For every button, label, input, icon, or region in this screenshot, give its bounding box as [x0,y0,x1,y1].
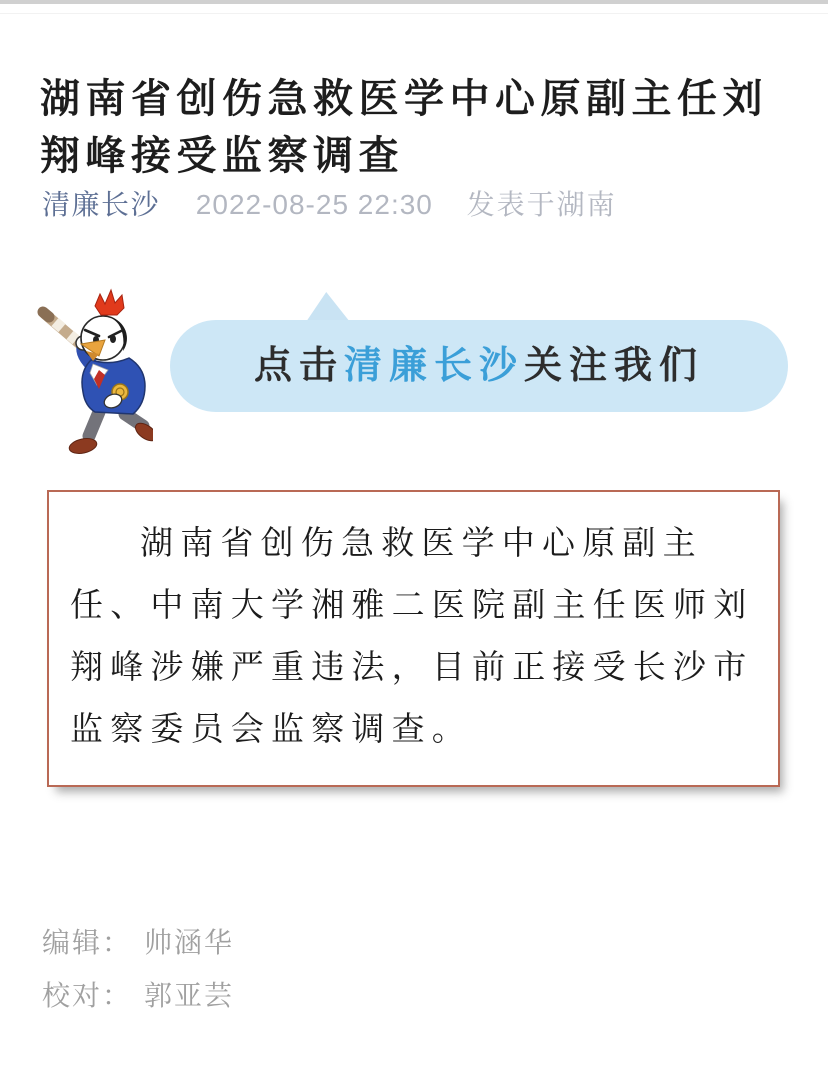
editor-credit-row [42,928,234,958]
editor-label: 编辑： [42,927,133,958]
bubble-account-link[interactable]: 清廉长沙 [343,345,524,387]
proofreader-name: 郭亚芸 [144,980,235,1011]
bubble-suffix-text: 关注我们 [524,345,705,387]
rooster-mascot-icon [33,288,153,458]
credits-section [42,928,234,1034]
highlight-box [47,490,780,787]
proofreader-credit-row [42,981,234,1011]
article-title: 湖南省创伤急救医学中心原副主任刘翔峰接受监察调查 [40,76,768,178]
proofreader-label: 校对： [42,980,133,1011]
speech-bubble-tail [306,292,350,322]
top-hairline [0,13,828,14]
speech-bubble[interactable] [170,320,788,412]
bubble-prefix-text: 点击 [253,345,344,387]
account-name-link[interactable]: 清廉长沙 [42,189,161,220]
publish-location: 发表于湖南 [466,189,617,220]
byline [42,188,790,222]
top-edge-strip [0,0,828,4]
article-paragraph: 湖南省创伤急救医学中心原副主任、中南大学湘雅二医院副主任医师刘翔峰涉嫌严重违法，目前正接受长沙市监察委员会监察调查。 [70,524,754,747]
publish-datetime: 2022-08-25 22:30 [195,189,433,220]
editor-name: 帅涵华 [144,927,235,958]
follow-banner[interactable] [0,280,828,470]
